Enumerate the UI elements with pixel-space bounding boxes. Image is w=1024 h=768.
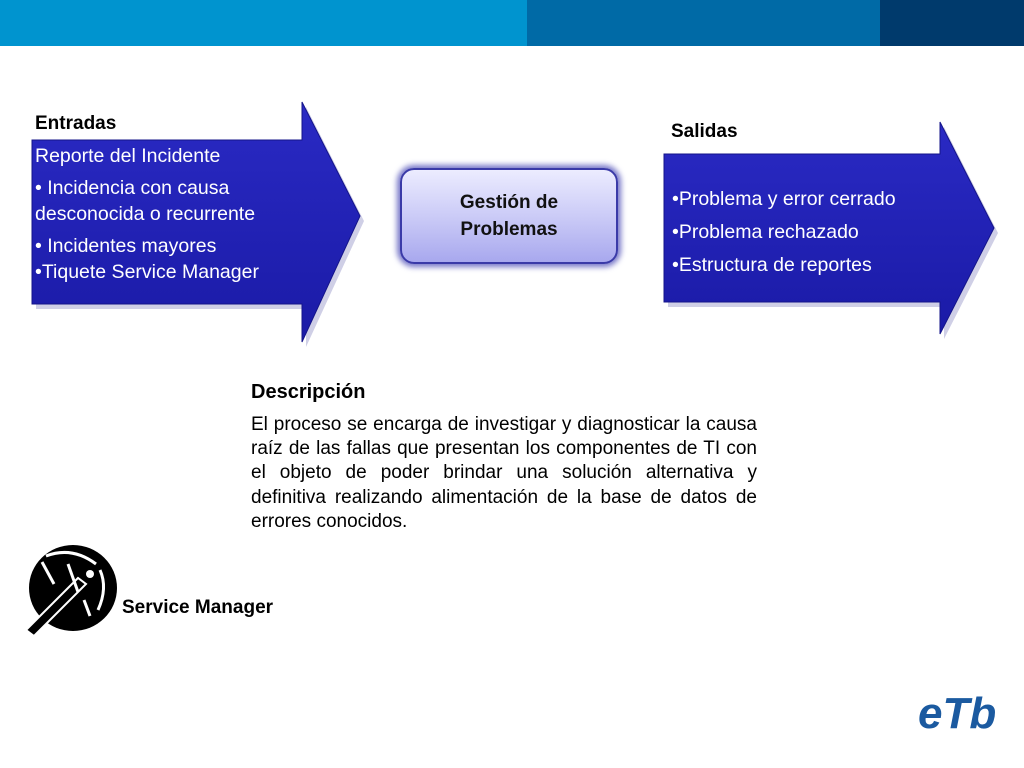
service-manager-tools-icon — [24, 544, 118, 636]
outputs-item: •Problema rechazado — [672, 221, 859, 243]
inputs-item: Reporte del Incidente — [35, 145, 221, 167]
etb-logo-text: eTb — [918, 689, 996, 738]
header-bar-segment-dark — [880, 0, 1024, 46]
description-body: El proceso se encarga de investigar y diagnosticar la causa raíz de las fallas que presentan los componentes de TI con el objeto de poder brindar una solución alternativa y definitiva realizando alimentación de la base de datos de errores conocidos. — [251, 414, 757, 532]
inputs-item: desconocida o recurrente — [35, 203, 256, 225]
outputs-list — [672, 183, 896, 282]
inputs-item: • Incidentes mayores — [35, 235, 217, 257]
inputs-item: •Tiquete Service Manager — [35, 261, 259, 283]
header-bar-segment-light — [0, 0, 527, 46]
inputs-title: Entradas — [35, 113, 117, 134]
header-bar-segment-mid — [527, 0, 880, 46]
process-title-line2: Problemas — [460, 219, 558, 240]
outputs-item: •Problema y error cerrado — [672, 188, 896, 210]
outputs-title: Salidas — [671, 121, 738, 142]
description-title: Descripción — [251, 381, 366, 403]
header-bar — [0, 0, 1024, 46]
process-box — [400, 168, 618, 264]
outputs-item: •Estructura de reportes — [672, 254, 872, 276]
inputs-item: • Incidencia con causa — [35, 177, 230, 199]
process-title-line1: Gestión de — [459, 192, 559, 213]
etb-logo — [916, 686, 996, 738]
inputs-list — [35, 143, 259, 285]
service-manager-label: Service Manager — [122, 597, 274, 618]
